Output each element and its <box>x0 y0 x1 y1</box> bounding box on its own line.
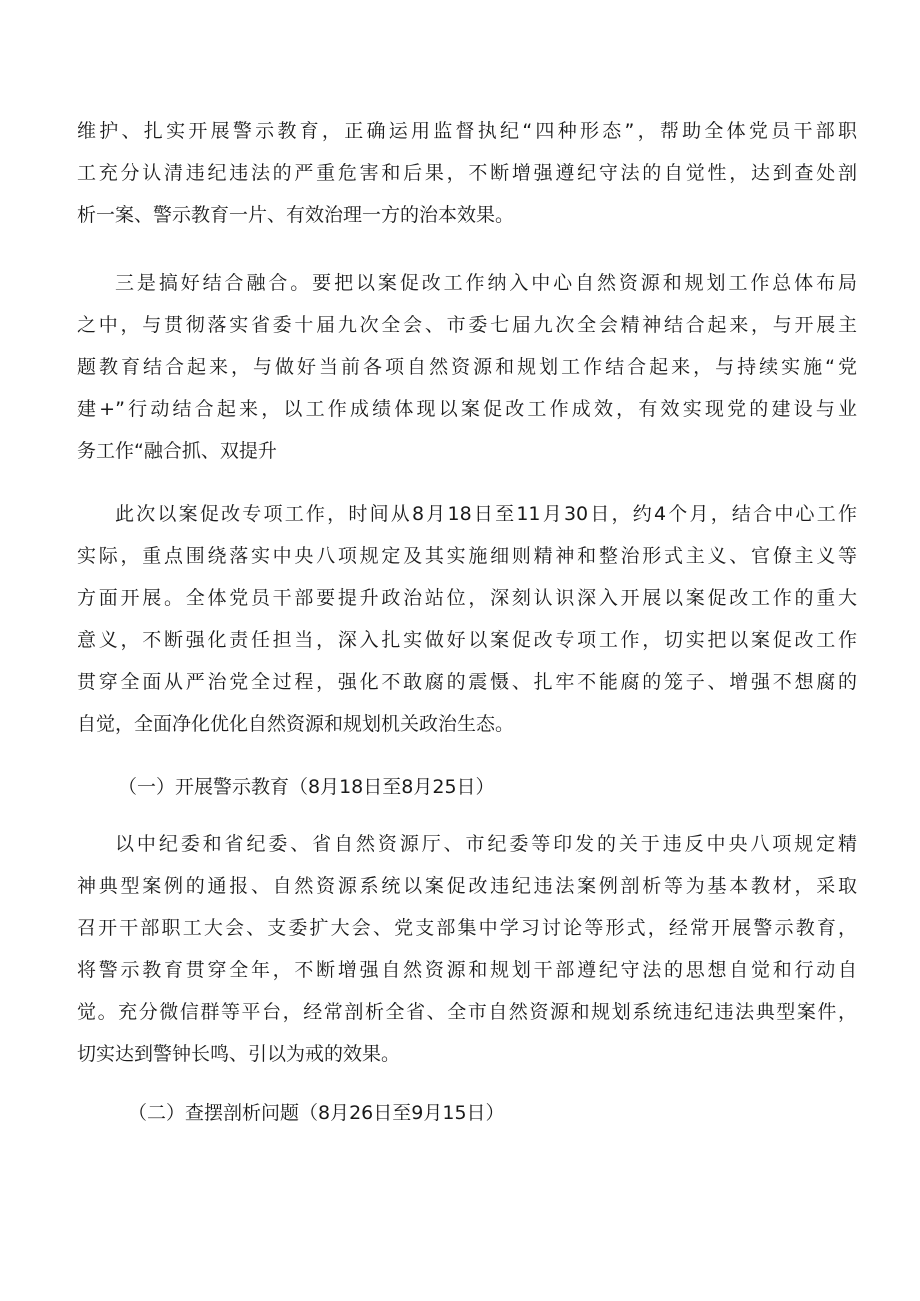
paragraph-line: 神典型案例的通报、自然资源系统以案促改违纪违法案例剖析等为基本教材，采取 <box>77 875 857 897</box>
paragraph-line: 自觉，全面净化优化自然资源和规划机关政治生态。 <box>77 713 515 735</box>
section-heading-2: （二）查摆剖析问题（8月26日至9月15日） <box>128 1102 505 1124</box>
paragraph-line: 以中纪委和省纪委、省自然资源厅、市纪委等印发的关于违反中央八项规定精 <box>115 833 857 855</box>
paragraph-line: 此次以案促改专项工作，时间从8月18日至11月30日，约4个月，结合中心工作 <box>115 503 857 525</box>
paragraph-line: 工充分认清违纪违法的严重危害和后果，不断增强遵纪守法的自觉性，达到查处剖 <box>77 162 857 184</box>
paragraph-line: 析一案、警示教育一片、有效治理一方的治本效果。 <box>77 204 515 226</box>
paragraph-line: 意义，不断强化责任担当，深入扎实做好以案促改专项工作，切实把以案促改工作 <box>77 629 857 651</box>
paragraph-line: 三是搞好结合融合。要把以案促改工作纳入中心自然资源和规划工作总体布局 <box>115 272 857 294</box>
paragraph-line: 务工作“融合抓、双提升 <box>77 440 277 462</box>
paragraph-line: 方面开展。全体党员干部要提升政治站位，深刻认识深入开展以案促改工作的重大 <box>77 587 857 609</box>
paragraph-2 <box>77 262 857 472</box>
paragraph-4 <box>77 823 857 1075</box>
paragraph-line: 之中，与贯彻落实省委十届九次全会、市委七届九次全会精神结合起来，与开展主 <box>77 314 857 336</box>
paragraph-line: 切实达到警钟长鸣、引以为戒的效果。 <box>77 1043 401 1065</box>
paragraph-line: 题教育结合起来，与做好当前各项自然资源和规划工作结合起来，与持续实施“党 <box>77 356 857 378</box>
paragraph-1 <box>77 110 857 236</box>
paragraph-line: 觉。充分微信群等平台，经常剖析全省、全市自然资源和规划系统违纪违法典型案件， <box>77 1001 857 1023</box>
paragraph-line: 建+”行动结合起来，以工作成绩体现以案促改工作成效，有效实现党的建设与业 <box>77 398 857 420</box>
paragraph-line: 实际，重点围绕落实中央八项规定及其实施细则精神和整治形式主义、官僚主义等 <box>77 545 857 567</box>
paragraph-line: 将警示教育贯穿全年，不断增强自然资源和规划干部遵纪守法的思想自觉和行动自 <box>77 959 857 981</box>
paragraph-line: 召开干部职工大会、支委扩大会、党支部集中学习讨论等形式，经常开展警示教育， <box>77 917 857 939</box>
paragraph-3 <box>77 493 857 745</box>
paragraph-line: 维护、扎实开展警示教育，正确运用监督执纪“四种形态”，帮助全体党员干部职 <box>77 120 857 142</box>
paragraph-line: 贯穿全面从严治党全过程，强化不敢腐的震慑、扎牢不能腐的笼子、增强不想腐的 <box>77 671 857 693</box>
section-heading-1: （一）开展警示教育（8月18日至8月25日） <box>118 776 495 798</box>
